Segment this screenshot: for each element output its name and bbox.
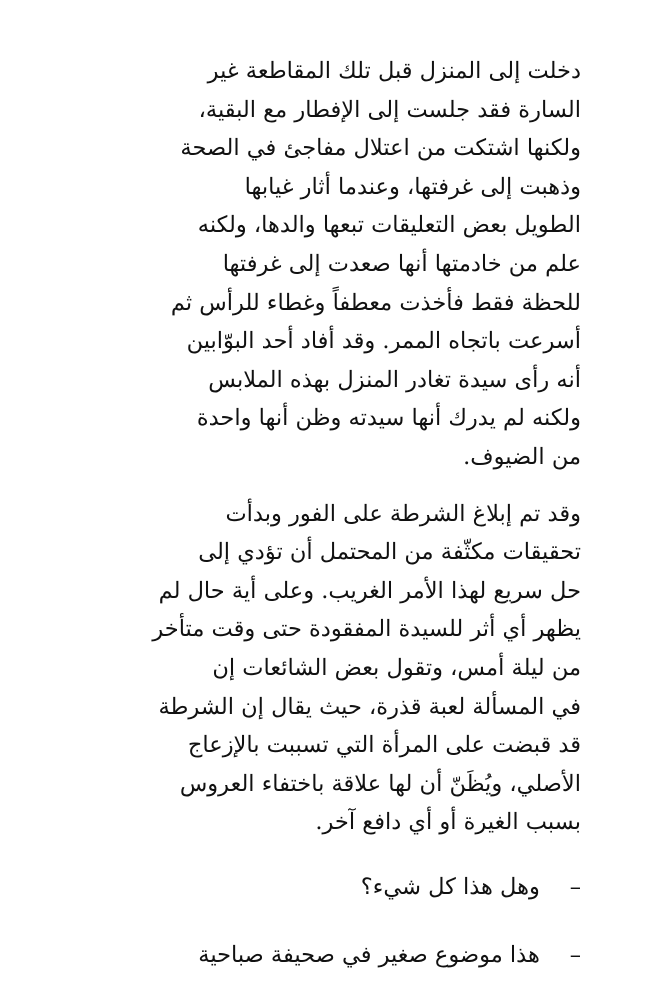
text-line: من ليلة أمس، وتقول بعض الشائعات إن bbox=[212, 654, 581, 681]
dialogue-text: وهل هذا كل شيء؟ bbox=[360, 873, 540, 900]
text-line: وقد تم إبلاغ الشرطة على الفور وبدأت bbox=[225, 500, 581, 527]
text-line: دخلت إلى المنزل قبل تلك المقاطعة غير bbox=[207, 58, 581, 84]
text-line: أسرعت باتجاه الممر. وقد أفاد أحد البوّابين bbox=[186, 328, 581, 355]
text-line: بسبب الغيرة أو أي دافع آخر. bbox=[315, 809, 581, 836]
text-line: يظهر أي أثر للسيدة المفقودة حتى وقت متأخر bbox=[152, 616, 581, 643]
text-line: وذهبت إلى غرفتها، وعندما أثار غيابها bbox=[244, 173, 581, 200]
text-line: حل سريع لهذا الأمر الغريب. وعلى أية حال لم bbox=[158, 577, 581, 604]
dialogue-text: هذا موضوع صغير في صحيفة صباحية bbox=[198, 942, 540, 969]
text-line: من الضيوف. bbox=[463, 443, 581, 470]
paragraph-police-investigation bbox=[60, 495, 581, 842]
dialogue-dash: – bbox=[569, 873, 581, 900]
dialogue-line-answer bbox=[60, 936, 581, 975]
text-line: علم من خادمتها أنها صعدت إلى غرفتها bbox=[222, 250, 581, 277]
text-line: في المسألة لعبة قذرة، حيث يقال إن الشرطة bbox=[158, 693, 581, 720]
text-line: الأصلي، ويُظَنّ أن لها علاقة باختفاء العروس bbox=[179, 770, 581, 797]
dialogue-line-question bbox=[60, 868, 581, 907]
paragraph-disappearance bbox=[60, 52, 581, 477]
dialogue-dash: – bbox=[569, 942, 581, 969]
text-line: السارة فقد جلست إلى الإفطار مع البقية، bbox=[198, 96, 581, 123]
text-line: الطويل بعض التعليقات تبعها والدها، ولكنه bbox=[197, 212, 581, 239]
text-line: قد قبضت على المرأة التي تسببت بالإزعاج bbox=[187, 732, 581, 759]
text-line: للحظة فقط فأخذت معطفاً وغطاء للرأس ثم bbox=[170, 289, 581, 316]
text-line: تحقيقات مكثّفة من المحتمل أن تؤدي إلى bbox=[198, 539, 581, 566]
text-line: أنه رأى سيدة تغادر المنزل بهذه الملابس bbox=[208, 366, 581, 393]
text-line: ولكنه لم يدرك أنها سيدته وظن أنها واحدة bbox=[196, 405, 581, 432]
text-line: ولكنها اشتكت من اعتلال مفاجئ في الصحة bbox=[180, 135, 581, 162]
